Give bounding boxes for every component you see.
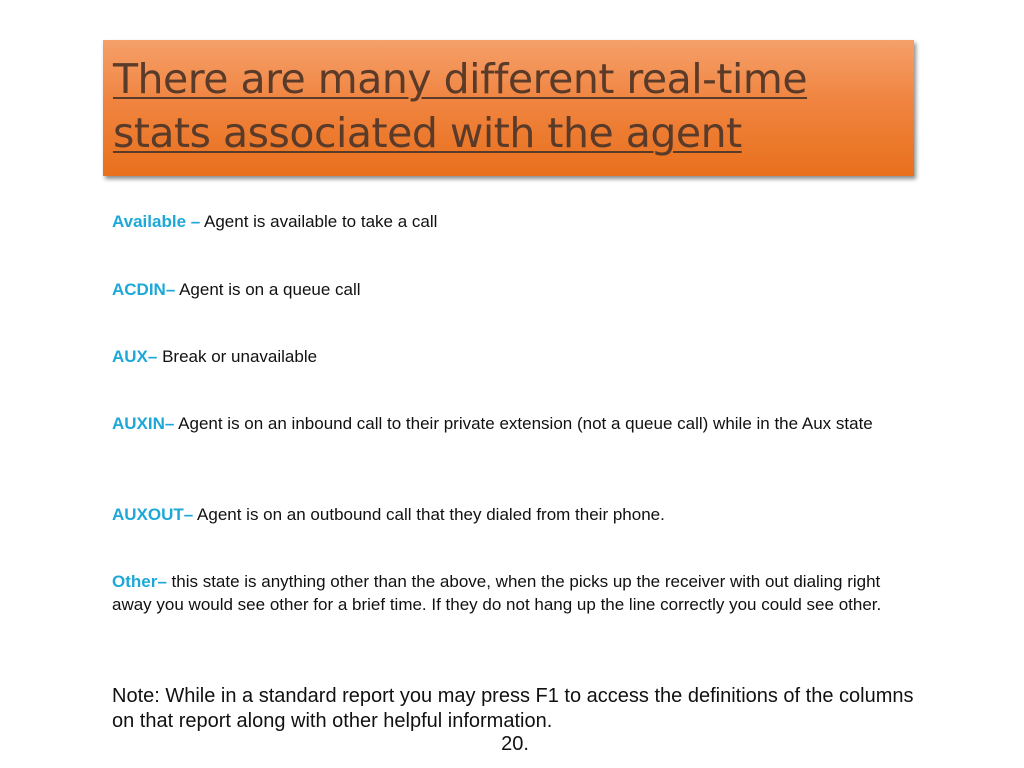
definition-auxout [112, 503, 912, 526]
definition-text: Agent is available to take a call [200, 212, 438, 231]
definition-term: AUX– [112, 347, 158, 366]
definition-text: Break or unavailable [157, 347, 318, 366]
slide-title [113, 52, 904, 160]
definition-other [112, 570, 912, 616]
slide-title-line-2: stats associated with the agent [113, 109, 742, 157]
definition-text: Agent is on an outbound call that they dialed from their phone. [193, 505, 665, 524]
definition-text: this state is anything other than the above, when the picks up the receiver with out dialing right away you would see other for a brief time. If they do not hang up the line correctly you could see other. [112, 572, 882, 614]
note-text: Note: While in a standard report you may press F1 to access the definitions of the columns on that report along with other helpful information. [112, 685, 914, 732]
definition-text: Agent is on an inbound call to their private extension (not a queue call) while in the Aux state [174, 414, 873, 433]
definition-available [112, 210, 912, 233]
definition-acdin [112, 278, 912, 301]
definition-text: Agent is on a queue call [175, 280, 361, 299]
definition-aux [112, 345, 912, 368]
definition-term: ACDIN– [112, 280, 176, 299]
page-number: 20. [501, 733, 529, 755]
definition-term: Available – [112, 212, 201, 231]
definition-term: AUXIN– [112, 414, 175, 433]
slide-title-line-1: There are many different real-time [113, 55, 808, 103]
definition-term: Other– [112, 572, 167, 591]
definition-auxin [112, 412, 912, 435]
definition-term: AUXOUT– [112, 505, 194, 524]
title-banner [103, 40, 914, 176]
